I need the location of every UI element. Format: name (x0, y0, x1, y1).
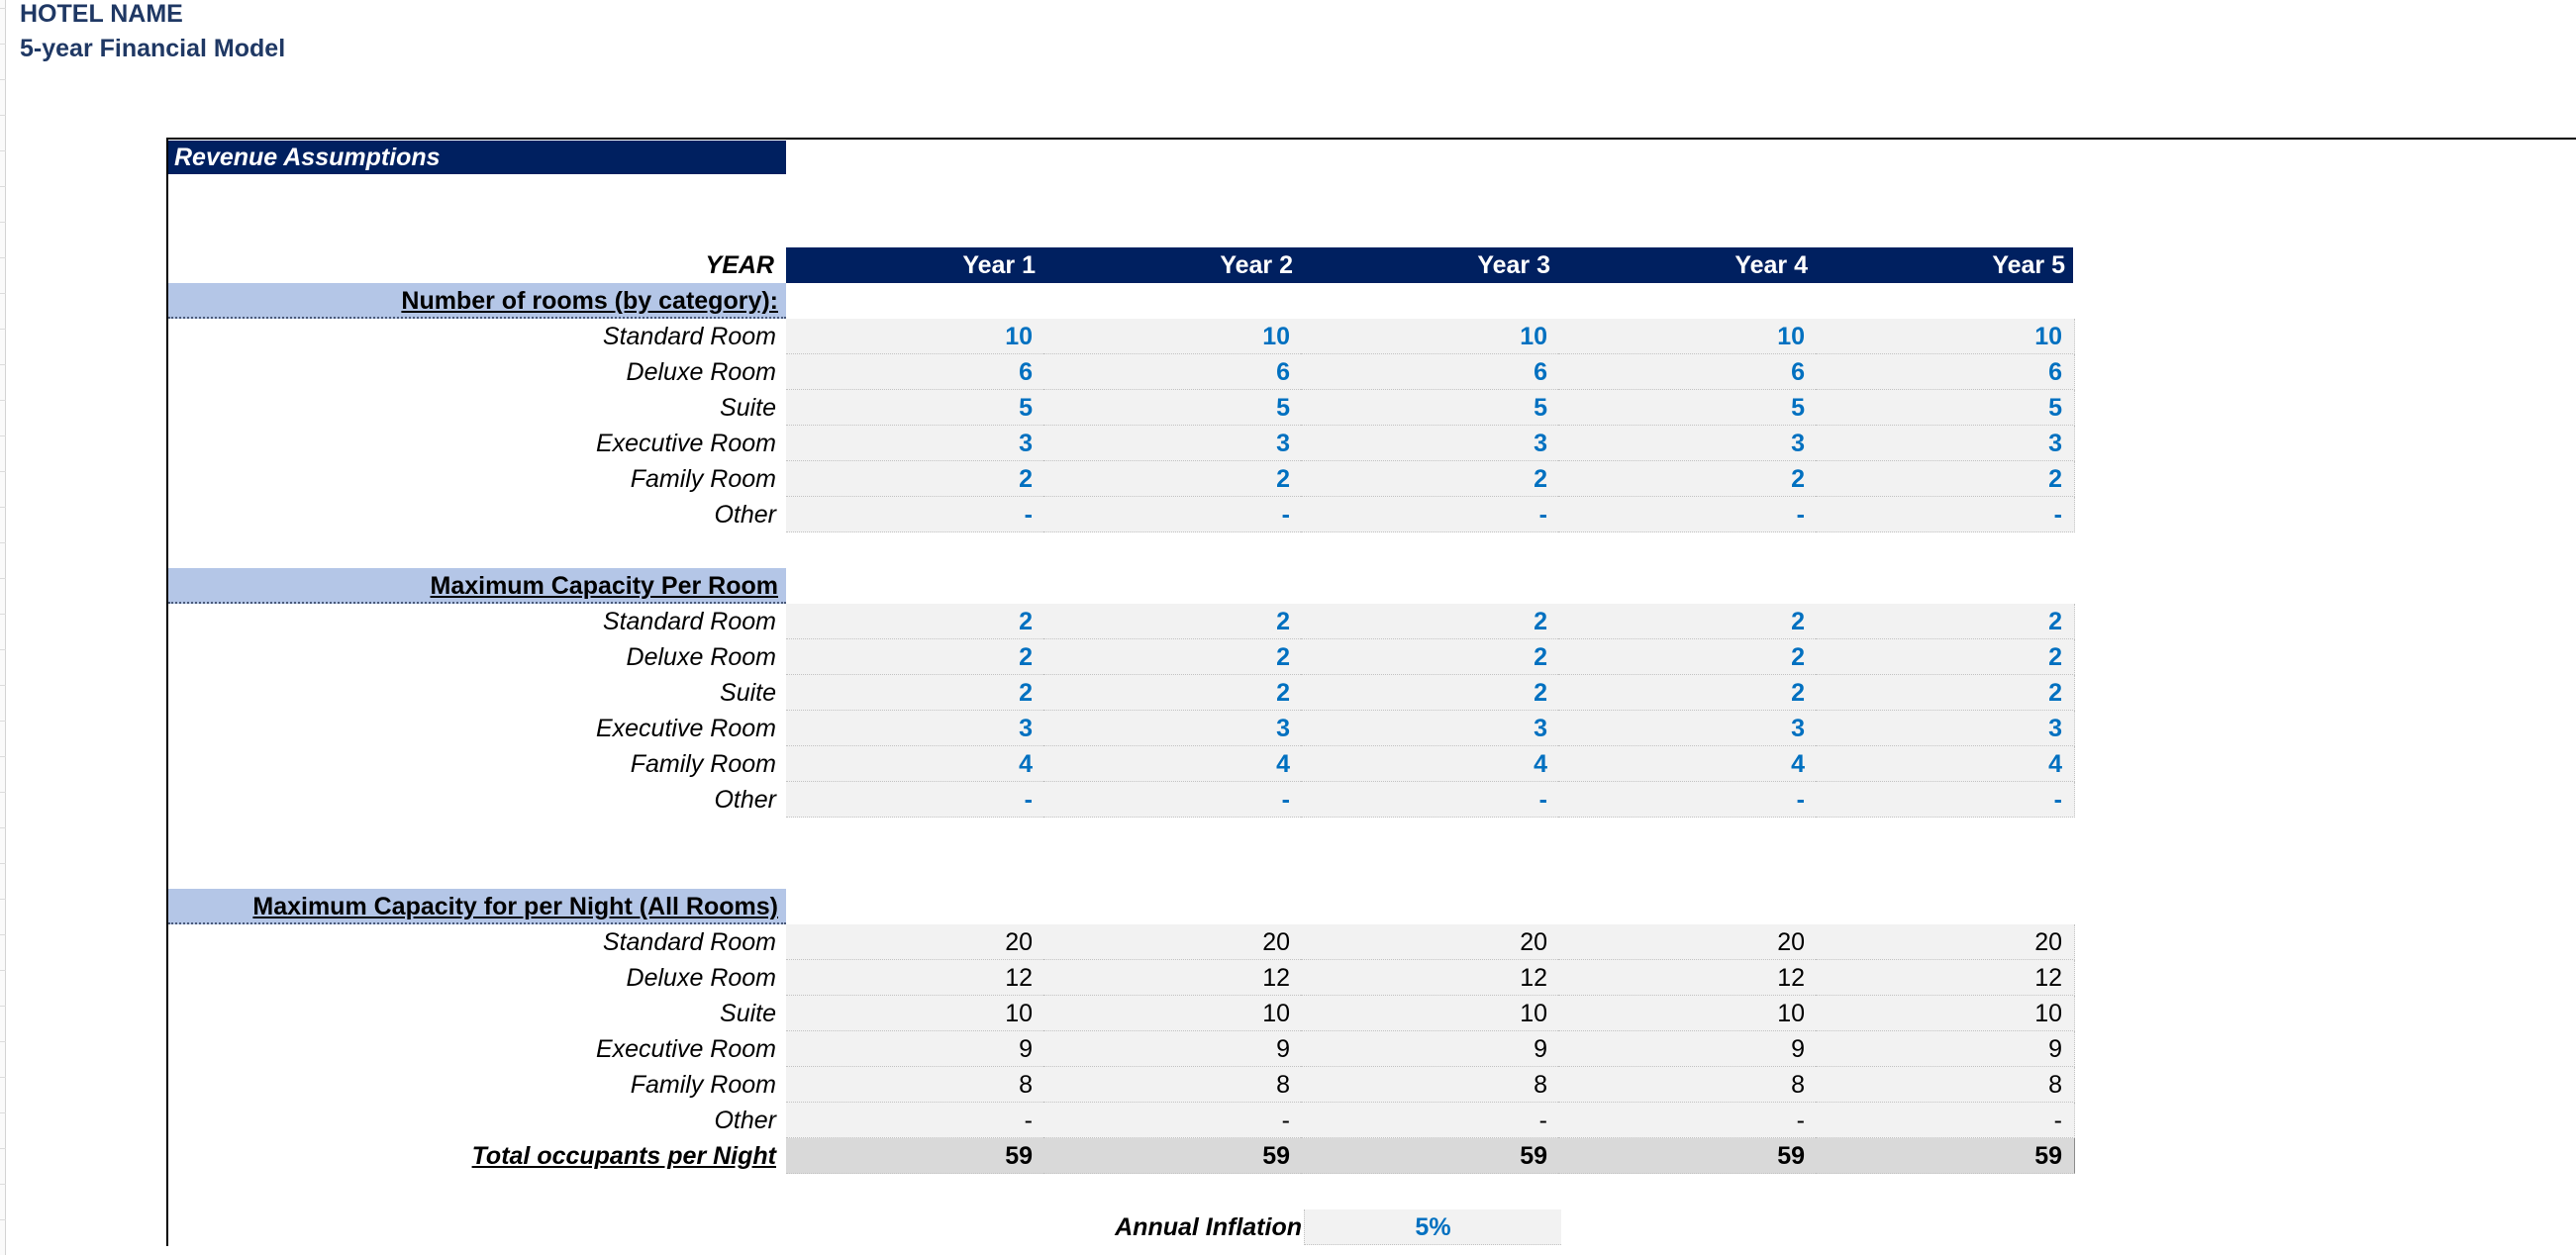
value-cell[interactable]: 9 (786, 1031, 1045, 1067)
value-cell[interactable]: - (1558, 497, 1818, 532)
value-cell[interactable]: - (1043, 1103, 1303, 1138)
year-header-4[interactable]: Year 4 (1558, 247, 1818, 283)
value-cell[interactable]: 9 (1816, 1031, 2075, 1067)
row-label: Family Room (630, 465, 776, 493)
row-label: Deluxe Room (626, 964, 776, 992)
value-cell[interactable]: 2 (1816, 675, 2075, 711)
value-cell[interactable]: 2 (1816, 604, 2075, 639)
value-cell[interactable]: 2 (1301, 461, 1560, 497)
row-label: Family Room (630, 1071, 776, 1099)
row-label: Standard Room (602, 323, 776, 350)
row-label: Suite (720, 394, 776, 422)
value-cell[interactable]: 12 (1301, 960, 1560, 996)
row-label: Suite (720, 1000, 776, 1027)
year-label: YEAR (705, 251, 774, 279)
row-label: Standard Room (602, 928, 776, 956)
value-cell[interactable]: 8 (1816, 1067, 2075, 1103)
total-cell[interactable]: 59 (1043, 1138, 1303, 1174)
value-cell[interactable]: 10 (1816, 996, 2075, 1031)
value-cell[interactable]: - (1558, 1103, 1818, 1138)
value-cell[interactable]: 8 (1301, 1067, 1560, 1103)
value-cell[interactable]: 5 (1301, 390, 1560, 426)
row-label: Family Room (630, 750, 776, 778)
total-cell[interactable]: 59 (1301, 1138, 1560, 1174)
value-cell[interactable]: 4 (786, 746, 1045, 782)
year-header-5[interactable]: Year 5 (1816, 247, 2075, 283)
value-cell[interactable]: - (1043, 782, 1303, 818)
value-cell[interactable]: 20 (1558, 924, 1818, 960)
value-cell[interactable]: 12 (1816, 960, 2075, 996)
value-cell[interactable]: 5 (786, 390, 1045, 426)
value-cell[interactable]: 3 (786, 426, 1045, 461)
value-cell[interactable]: 10 (1301, 319, 1560, 354)
value-cell[interactable]: 12 (1043, 960, 1303, 996)
total-cell[interactable]: 59 (1558, 1138, 1818, 1174)
total-cell[interactable]: 59 (786, 1138, 1045, 1174)
value-cell[interactable]: 9 (1301, 1031, 1560, 1067)
value-cell[interactable]: 2 (786, 639, 1045, 675)
row-label: Deluxe Room (626, 358, 776, 386)
value-cell[interactable]: 9 (1043, 1031, 1303, 1067)
value-cell[interactable]: 5 (1043, 390, 1303, 426)
value-cell[interactable]: 6 (1558, 354, 1818, 390)
row-label: Standard Room (602, 608, 776, 635)
value-cell[interactable]: 8 (1558, 1067, 1818, 1103)
row-label: Other (714, 501, 776, 529)
value-cell[interactable]: 3 (1043, 711, 1303, 746)
value-cell[interactable]: 2 (786, 604, 1045, 639)
value-cell[interactable]: - (786, 497, 1045, 532)
revenue-assumptions-banner[interactable]: Revenue Assumptions (168, 141, 786, 174)
value-cell[interactable]: - (1301, 497, 1560, 532)
value-cell[interactable]: 10 (1043, 996, 1303, 1031)
value-cell[interactable]: 4 (1558, 746, 1818, 782)
total-cell[interactable]: 59 (1816, 1138, 2075, 1174)
value-cell[interactable]: 2 (786, 461, 1045, 497)
value-cell[interactable]: 6 (1301, 354, 1560, 390)
value-cell[interactable]: 3 (1558, 711, 1818, 746)
value-cell[interactable]: 6 (1816, 354, 2075, 390)
value-cell[interactable]: - (786, 1103, 1045, 1138)
annual-inflation-cell[interactable]: 5% (1304, 1209, 1561, 1245)
value-cell[interactable]: 6 (1043, 354, 1303, 390)
value-cell[interactable]: 2 (786, 675, 1045, 711)
row-header-edge (0, 0, 6, 1255)
value-cell[interactable]: 4 (1043, 746, 1303, 782)
total-occupants-label: Total occupants per Night (471, 1142, 776, 1170)
value-cell[interactable]: - (1816, 782, 2075, 818)
value-cell[interactable]: 5 (1558, 390, 1818, 426)
row-label: Other (714, 786, 776, 814)
section-title-3: Maximum Capacity for per Night (All Rooms) (252, 893, 778, 920)
value-cell[interactable]: - (1301, 782, 1560, 818)
value-cell[interactable]: 9 (1558, 1031, 1818, 1067)
row-label: Deluxe Room (626, 643, 776, 671)
section-title-2: Maximum Capacity Per Room (430, 572, 778, 600)
value-cell[interactable]: 10 (1816, 319, 2075, 354)
value-cell[interactable]: 2 (1301, 639, 1560, 675)
hotel-name-title: HOTEL NAME (20, 0, 183, 28)
value-cell[interactable]: - (1043, 497, 1303, 532)
value-cell[interactable]: 3 (786, 711, 1045, 746)
value-cell[interactable]: 12 (1558, 960, 1818, 996)
value-cell[interactable]: 2 (1816, 639, 2075, 675)
value-cell[interactable]: 10 (1558, 319, 1818, 354)
value-cell[interactable]: 4 (1301, 746, 1560, 782)
row-label: Executive Room (595, 430, 776, 457)
year-header-2[interactable]: Year 2 (1043, 247, 1303, 283)
value-cell[interactable]: 2 (1043, 639, 1303, 675)
value-cell[interactable]: 2 (1558, 675, 1818, 711)
value-cell[interactable]: 5 (1816, 390, 2075, 426)
value-cell[interactable]: - (786, 782, 1045, 818)
value-cell[interactable]: 3 (1043, 426, 1303, 461)
value-cell[interactable]: 20 (1301, 924, 1560, 960)
section-title-1: Number of rooms (by category): (401, 287, 778, 315)
annual-inflation-label: Annual Inflation (1115, 1213, 1302, 1241)
value-cell[interactable]: 10 (786, 319, 1045, 354)
value-cell[interactable]: 10 (786, 996, 1045, 1031)
value-cell[interactable]: 2 (1301, 604, 1560, 639)
value-cell[interactable]: 3 (1816, 711, 2075, 746)
value-cell[interactable]: 10 (1301, 996, 1560, 1031)
value-cell[interactable]: 3 (1816, 426, 2075, 461)
row-label: Suite (720, 679, 776, 707)
value-cell[interactable]: - (1816, 1103, 2075, 1138)
value-cell[interactable]: - (1816, 497, 2075, 532)
value-cell[interactable]: - (1301, 1103, 1560, 1138)
value-cell[interactable]: 8 (1043, 1067, 1303, 1103)
row-label: Other (714, 1107, 776, 1134)
value-cell[interactable]: 20 (786, 924, 1045, 960)
top-border-line (166, 138, 2576, 140)
value-cell[interactable]: 2 (1043, 461, 1303, 497)
value-cell[interactable]: 20 (1043, 924, 1303, 960)
value-cell[interactable]: 2 (1558, 604, 1818, 639)
value-cell[interactable]: - (1558, 782, 1818, 818)
year-header-3[interactable]: Year 3 (1301, 247, 1560, 283)
value-cell[interactable]: 12 (786, 960, 1045, 996)
value-cell[interactable]: 10 (1558, 996, 1818, 1031)
value-cell[interactable]: 2 (1301, 675, 1560, 711)
value-cell[interactable]: 10 (1043, 319, 1303, 354)
row-label: Executive Room (595, 715, 776, 742)
value-cell[interactable]: 2 (1816, 461, 2075, 497)
value-cell[interactable]: 2 (1043, 604, 1303, 639)
value-cell[interactable]: 4 (1816, 746, 2075, 782)
value-cell[interactable]: 20 (1816, 924, 2075, 960)
value-cell[interactable]: 2 (1558, 639, 1818, 675)
year-header-1[interactable]: Year 1 (786, 247, 1045, 283)
model-subtitle: 5-year Financial Model (20, 35, 286, 62)
value-cell[interactable]: 3 (1301, 426, 1560, 461)
row-label: Executive Room (595, 1035, 776, 1063)
value-cell[interactable]: 8 (786, 1067, 1045, 1103)
value-cell[interactable]: 3 (1301, 711, 1560, 746)
value-cell[interactable]: 2 (1558, 461, 1818, 497)
value-cell[interactable]: 3 (1558, 426, 1818, 461)
value-cell[interactable]: 6 (786, 354, 1045, 390)
value-cell[interactable]: 2 (1043, 675, 1303, 711)
